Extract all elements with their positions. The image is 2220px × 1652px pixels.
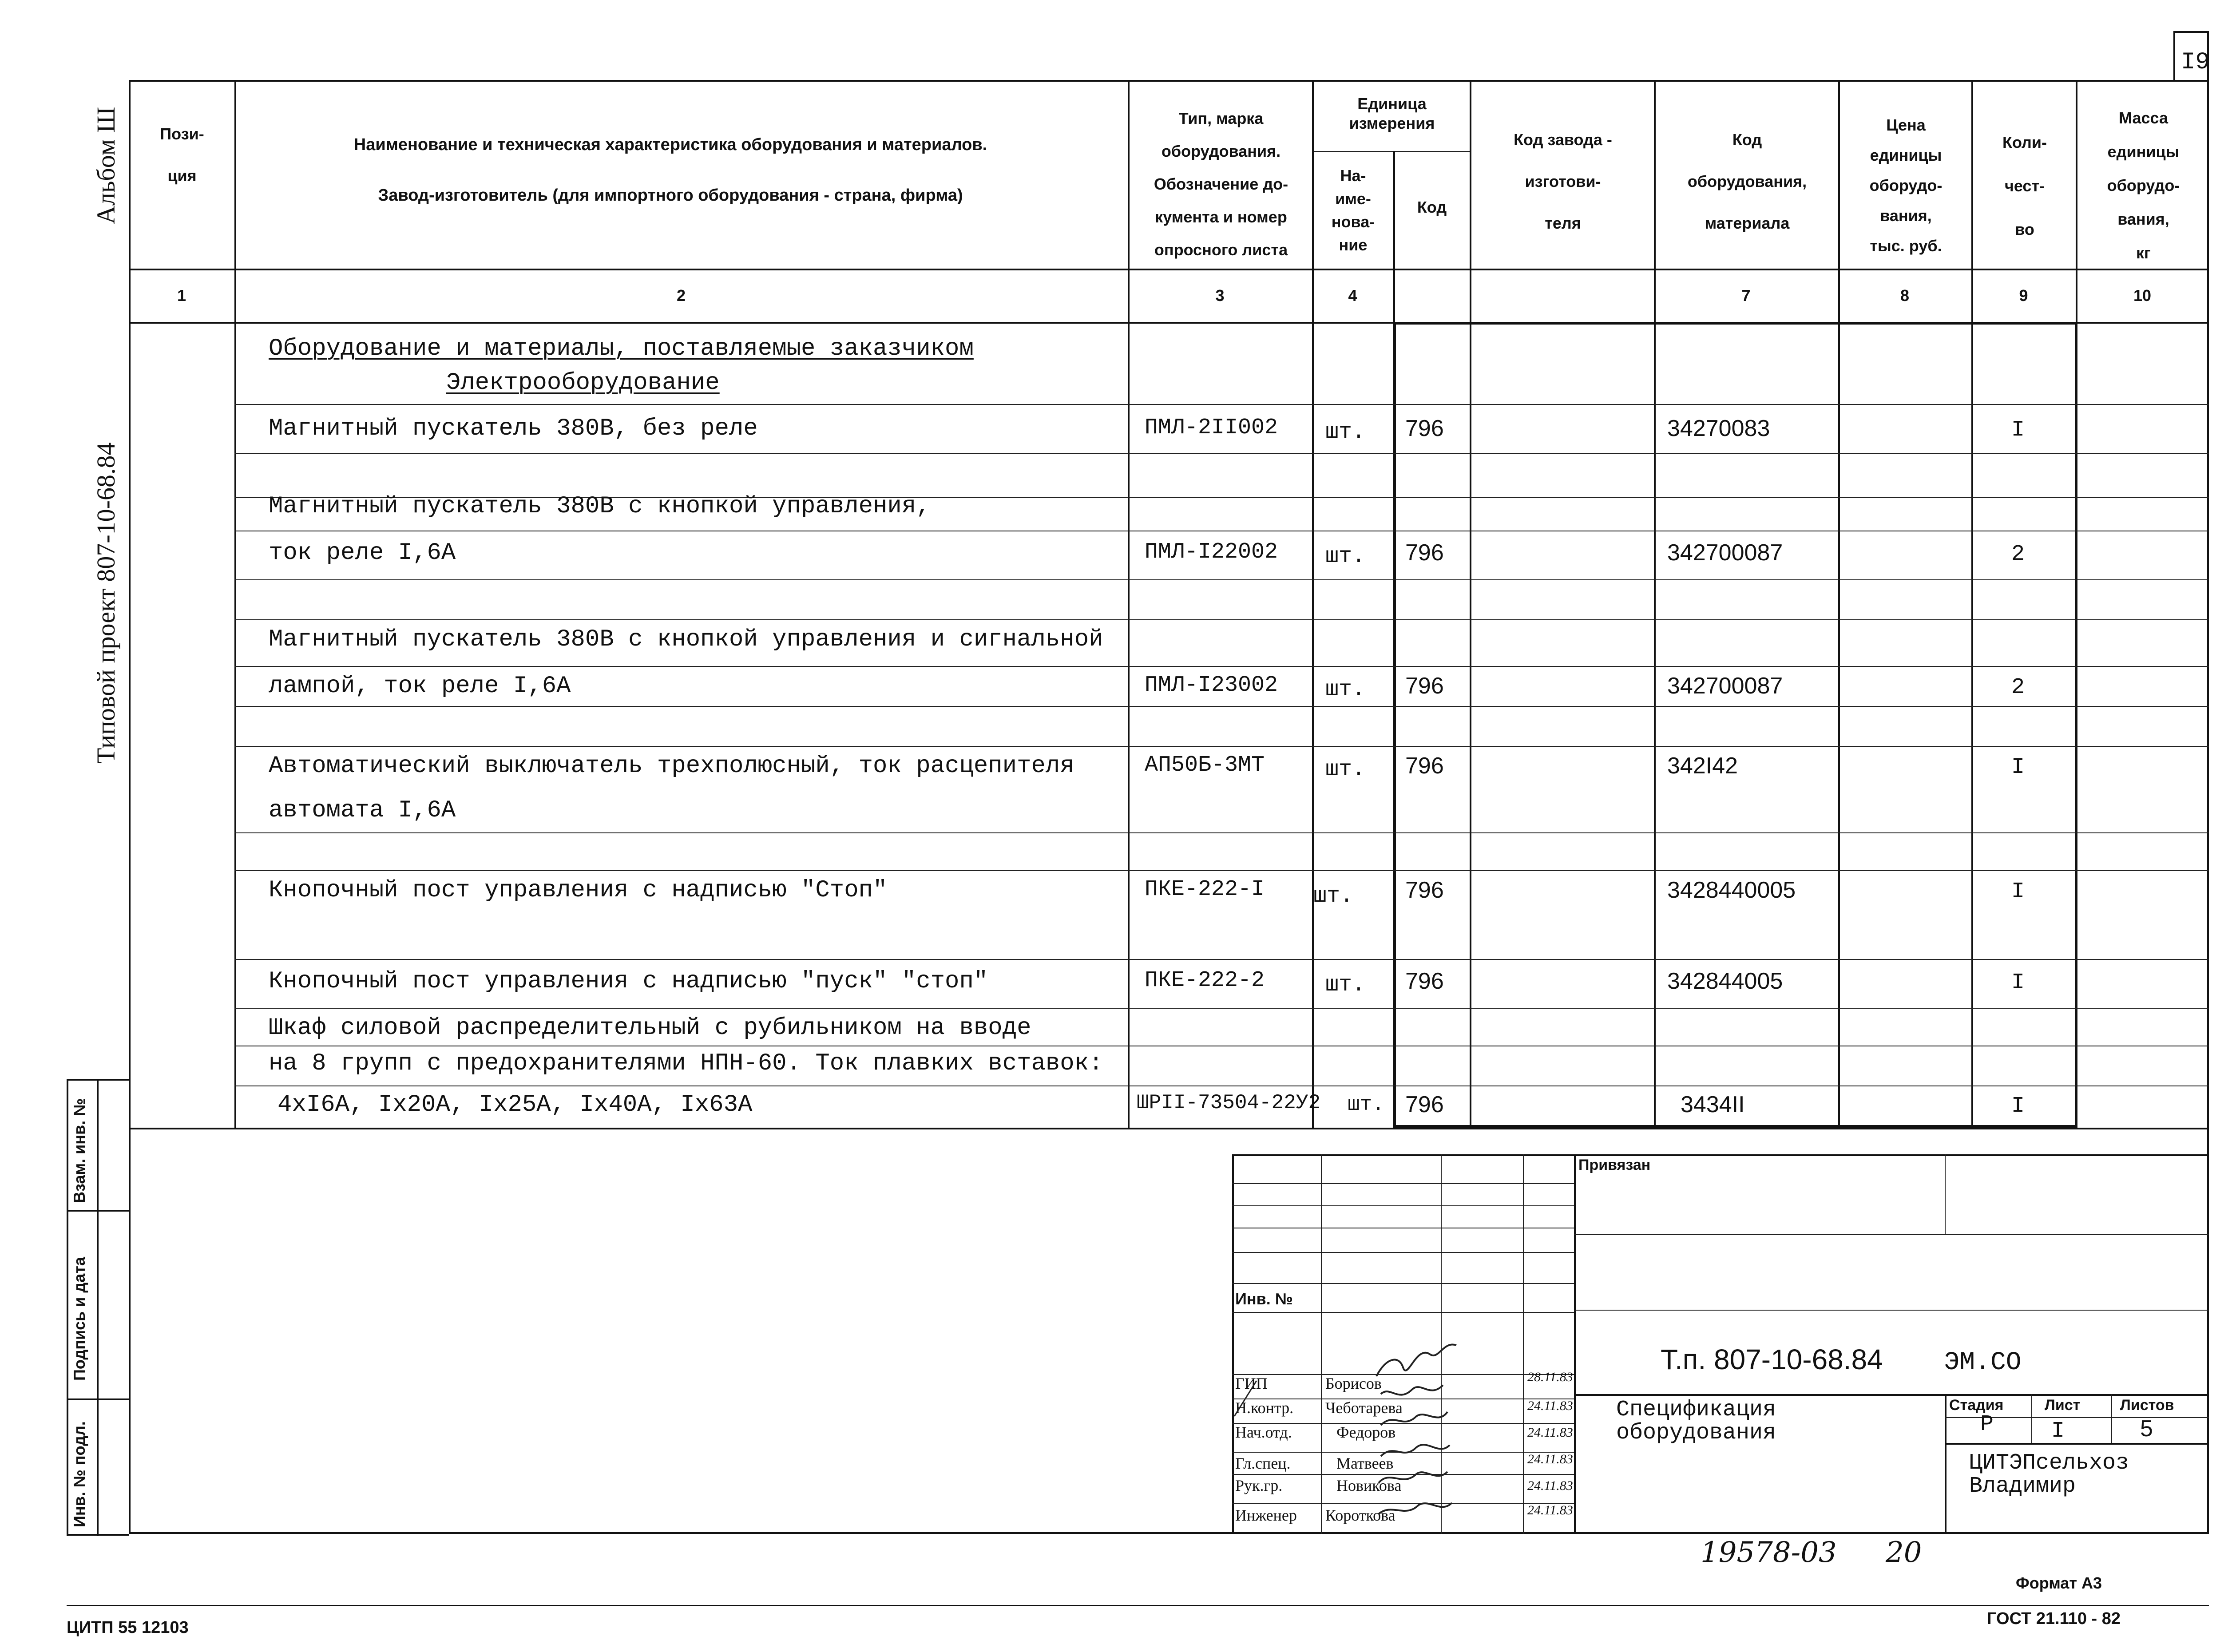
header-name-line1: Наименование и техническая характеристика оборудования и материалов. <box>353 135 987 154</box>
row-line <box>234 959 2209 960</box>
header-equip-code: Код оборудования, материала <box>1687 131 1807 232</box>
stamp-div1 <box>67 1210 129 1212</box>
stage-label: Стадия <box>1949 1397 2004 1414</box>
tb-line <box>1574 1394 2209 1396</box>
person-role: Инженер <box>1235 1506 1297 1524</box>
frame-left-edge <box>67 1079 68 1536</box>
sheet-label: Лист <box>2045 1397 2081 1414</box>
row-unit: шт. <box>1348 1093 1384 1116</box>
tb-line <box>1574 1234 2209 1235</box>
subsection-title: Электрооборудование <box>446 369 720 396</box>
row-type: ПМЛ-I22002 <box>1145 539 1278 565</box>
stamp-col-divider <box>97 1079 99 1536</box>
tb-sheets-divider <box>2111 1394 2112 1443</box>
colnum-9: 9 <box>2019 286 2028 305</box>
person-role: Рук.гр. <box>1235 1477 1283 1494</box>
person-name: Новикова <box>1336 1477 1402 1494</box>
stamp-top <box>67 1079 129 1081</box>
sig-row <box>1232 1283 1574 1284</box>
header-unit-group: Единица измерения <box>1349 95 1435 132</box>
row-name: Магнитный пускатель 380В с кнопкой управления и сигнальной <box>269 626 1103 653</box>
row-qty: I <box>2011 879 2025 904</box>
tb-stage-divider <box>1945 1394 1946 1534</box>
col-line-3 <box>1312 80 1314 1128</box>
page-number: I9 <box>2181 49 2210 76</box>
person-date: 24.11.83 <box>1527 1452 1573 1466</box>
colnum-1: 1 <box>177 286 186 305</box>
row-equip-code: 342700087 <box>1667 673 1783 699</box>
row-name: ток реле I,6А <box>269 539 456 567</box>
sheet-value: I <box>2051 1418 2065 1444</box>
row-qty: 2 <box>2011 675 2025 700</box>
person-date: 24.11.83 <box>1527 1478 1573 1493</box>
row-name: Кнопочный пост управления с надписью "пуск" "стоп" <box>269 968 988 995</box>
row-equip-code: 342I42 <box>1667 753 1738 779</box>
sig-row <box>1232 1183 1574 1184</box>
row-code: 796 <box>1405 1092 1444 1117</box>
row-code: 796 <box>1405 673 1444 699</box>
stage-value: Р <box>1980 1412 1994 1437</box>
row-unit: шт. <box>1325 757 1366 782</box>
row-line <box>234 453 2209 454</box>
row-unit: шт. <box>1325 420 1366 445</box>
section-title: Оборудование и материалы, поставляемые заказчиком <box>269 335 974 362</box>
tb-line <box>1945 1443 2209 1445</box>
sig-row <box>1232 1252 1574 1253</box>
stamp-label-vzam: Взам. инв. № <box>70 1098 88 1203</box>
row-type: ПКЕ-222-I <box>1145 877 1265 902</box>
citp-label: ЦИТП 55 12103 <box>67 1618 189 1637</box>
person-role: ГИП <box>1235 1375 1268 1392</box>
row-name: Магнитный пускатель 380В, без реле <box>269 415 758 442</box>
row-type: ШРII-73504-22У2 <box>1137 1091 1321 1114</box>
colnum-3: 3 <box>1215 286 1225 305</box>
row-line <box>234 579 2209 580</box>
row-line <box>234 706 2209 707</box>
row-code: 796 <box>1405 416 1444 441</box>
row-type: ПМЛ-I23002 <box>1145 673 1278 698</box>
album-label: Альбом Ш <box>91 107 120 224</box>
header-quantity: Коли- чест- во <box>2002 133 2047 238</box>
row-qty: I <box>2011 417 2025 443</box>
row-qty: I <box>2011 755 2025 780</box>
sig-col-d <box>1574 1154 1576 1534</box>
table-body-bottom <box>129 1128 2209 1129</box>
header-name-line2: Завод-изготовитель (для импортного оборудования - страна, фирма) <box>378 186 963 205</box>
colnum-2: 2 <box>676 286 686 305</box>
person-name: Короткова <box>1325 1506 1395 1524</box>
row-name: на 8 групп с предохранителями НПН-60. Ток плавких вставок: <box>269 1050 1103 1077</box>
header-price: Цена единицы оборудо- вания, тыс. руб. <box>1869 116 1942 255</box>
row-line <box>234 832 2209 833</box>
signature-marks <box>1208 1327 1572 1532</box>
colnum-8: 8 <box>1900 286 1910 305</box>
person-date: 24.11.83 <box>1527 1398 1573 1413</box>
row-line <box>234 1008 2209 1009</box>
privyazan-divider <box>1945 1154 1946 1234</box>
person-name: Борисов <box>1325 1375 1382 1392</box>
row-name: автомата I,6А <box>269 797 456 824</box>
col-line-1 <box>234 80 236 1128</box>
stamp-div2 <box>67 1398 129 1400</box>
row-qty: 2 <box>2011 542 2025 567</box>
row-equip-code: 34270083 <box>1667 416 1770 441</box>
person-date: 24.11.83 <box>1527 1503 1573 1517</box>
unit-group-divider <box>1312 151 1470 152</box>
sig-row <box>1232 1312 1574 1313</box>
row-type: ПМЛ-2II002 <box>1145 415 1278 440</box>
gost-label: ГОСТ 21.110 - 82 <box>1987 1609 2121 1628</box>
person-name: Федоров <box>1336 1423 1396 1441</box>
row-line <box>234 619 2209 620</box>
row-line <box>234 870 2209 871</box>
row-code: 796 <box>1405 968 1444 994</box>
person-date: 24.11.83 <box>1527 1425 1573 1440</box>
row-line <box>234 404 2209 405</box>
person-role: Гл.спец. <box>1235 1454 1291 1472</box>
data-block-frame <box>1393 322 2077 1128</box>
org-name: ЦИТЭПсельхоз Владимир <box>1969 1450 2129 1499</box>
row-name: Автоматический выключатель трехполюсный, ток расцепителя <box>269 753 1074 780</box>
header-position: Пози- ция <box>160 125 204 185</box>
stamp-label-inv-podl: Инв. № подл. <box>70 1421 88 1527</box>
row-equip-code: 3428440005 <box>1667 877 1796 903</box>
row-qty: I <box>2011 970 2025 995</box>
tb-line <box>1574 1310 2209 1311</box>
footer-rule <box>67 1605 2209 1606</box>
doc-code: Т.п. 807-10-68.84 ЭМ.СО <box>1661 1343 2022 1377</box>
table-header-bottom <box>129 269 2209 270</box>
person-role: Н.контр. <box>1235 1399 1294 1417</box>
colnum-7: 7 <box>1741 286 1751 305</box>
header-unit-name: На- име- нова- ние <box>1331 166 1375 254</box>
row-unit: шт. <box>1325 544 1366 569</box>
privyazan-label: Привязан <box>1578 1157 1651 1173</box>
row-type: ПКЕ-222-2 <box>1145 968 1265 993</box>
header-unit-code: Код <box>1417 198 1447 216</box>
row-name: Магнитный пускатель 380В с кнопкой управления, <box>269 493 931 520</box>
row-equip-code: 3434II <box>1681 1092 1745 1117</box>
sheets-value: 5 <box>2140 1416 2153 1442</box>
row-line <box>234 746 2209 747</box>
stamp-label-podpis: Подпись и дата <box>70 1257 88 1381</box>
row-name: лампой, ток реле I,6А <box>269 673 571 700</box>
row-line <box>234 666 2209 667</box>
person-name: Матвеев <box>1336 1454 1394 1472</box>
row-equip-code: 342844005 <box>1667 968 1783 994</box>
inv-no-label: Инв. № <box>1235 1290 1293 1308</box>
header-factory-code: Код завода - изготови- теля <box>1514 131 1612 232</box>
doc-title: Спецификация оборудования <box>1616 1397 1776 1446</box>
sig-row <box>1232 1205 1574 1206</box>
row-code: 796 <box>1405 540 1444 566</box>
tb-sheet-divider <box>2031 1394 2032 1443</box>
row-code: 796 <box>1405 753 1444 779</box>
col-line-2 <box>1128 80 1130 1128</box>
format-label: Формат А3 <box>2016 1574 2102 1592</box>
row-type: АП50Б-3МТ <box>1145 753 1265 778</box>
handwritten-number: 19578-03 20 <box>1701 1536 1922 1569</box>
person-name: Чеботарева <box>1325 1399 1403 1417</box>
row-name: Кнопочный пост управления с надписью "Стоп" <box>269 877 888 904</box>
header-type: Тип, марка оборудования. Обозначение до- кумента и номер опросного листа <box>1154 109 1288 259</box>
colnum-10: 10 <box>2133 286 2152 305</box>
row-line <box>234 1085 2209 1086</box>
person-date: 28.11.83 <box>1527 1370 1573 1384</box>
row-equip-code: 342700087 <box>1667 540 1783 566</box>
sheets-label: Листов <box>2120 1397 2174 1414</box>
colnum-4: 4 <box>1348 286 1357 305</box>
header-mass: Масса единицы оборудо- вания, кг <box>2107 109 2180 262</box>
row-code: 796 <box>1405 877 1444 903</box>
row-unit: шт. <box>1313 883 1354 909</box>
project-label: Типовой проект 807-10-68.84 <box>91 442 120 764</box>
row-unit: шт. <box>1325 972 1366 998</box>
row-name: Шкаф силовой распределительный с рубильником на вводе <box>269 1014 1031 1042</box>
row-qty: I <box>2011 1093 2025 1119</box>
row-name: 4хI6А, Iх20А, Iх25А, Iх40А, Iх63А <box>278 1091 753 1118</box>
person-role: Нач.отд. <box>1235 1423 1292 1441</box>
row-unit: шт. <box>1325 677 1366 702</box>
